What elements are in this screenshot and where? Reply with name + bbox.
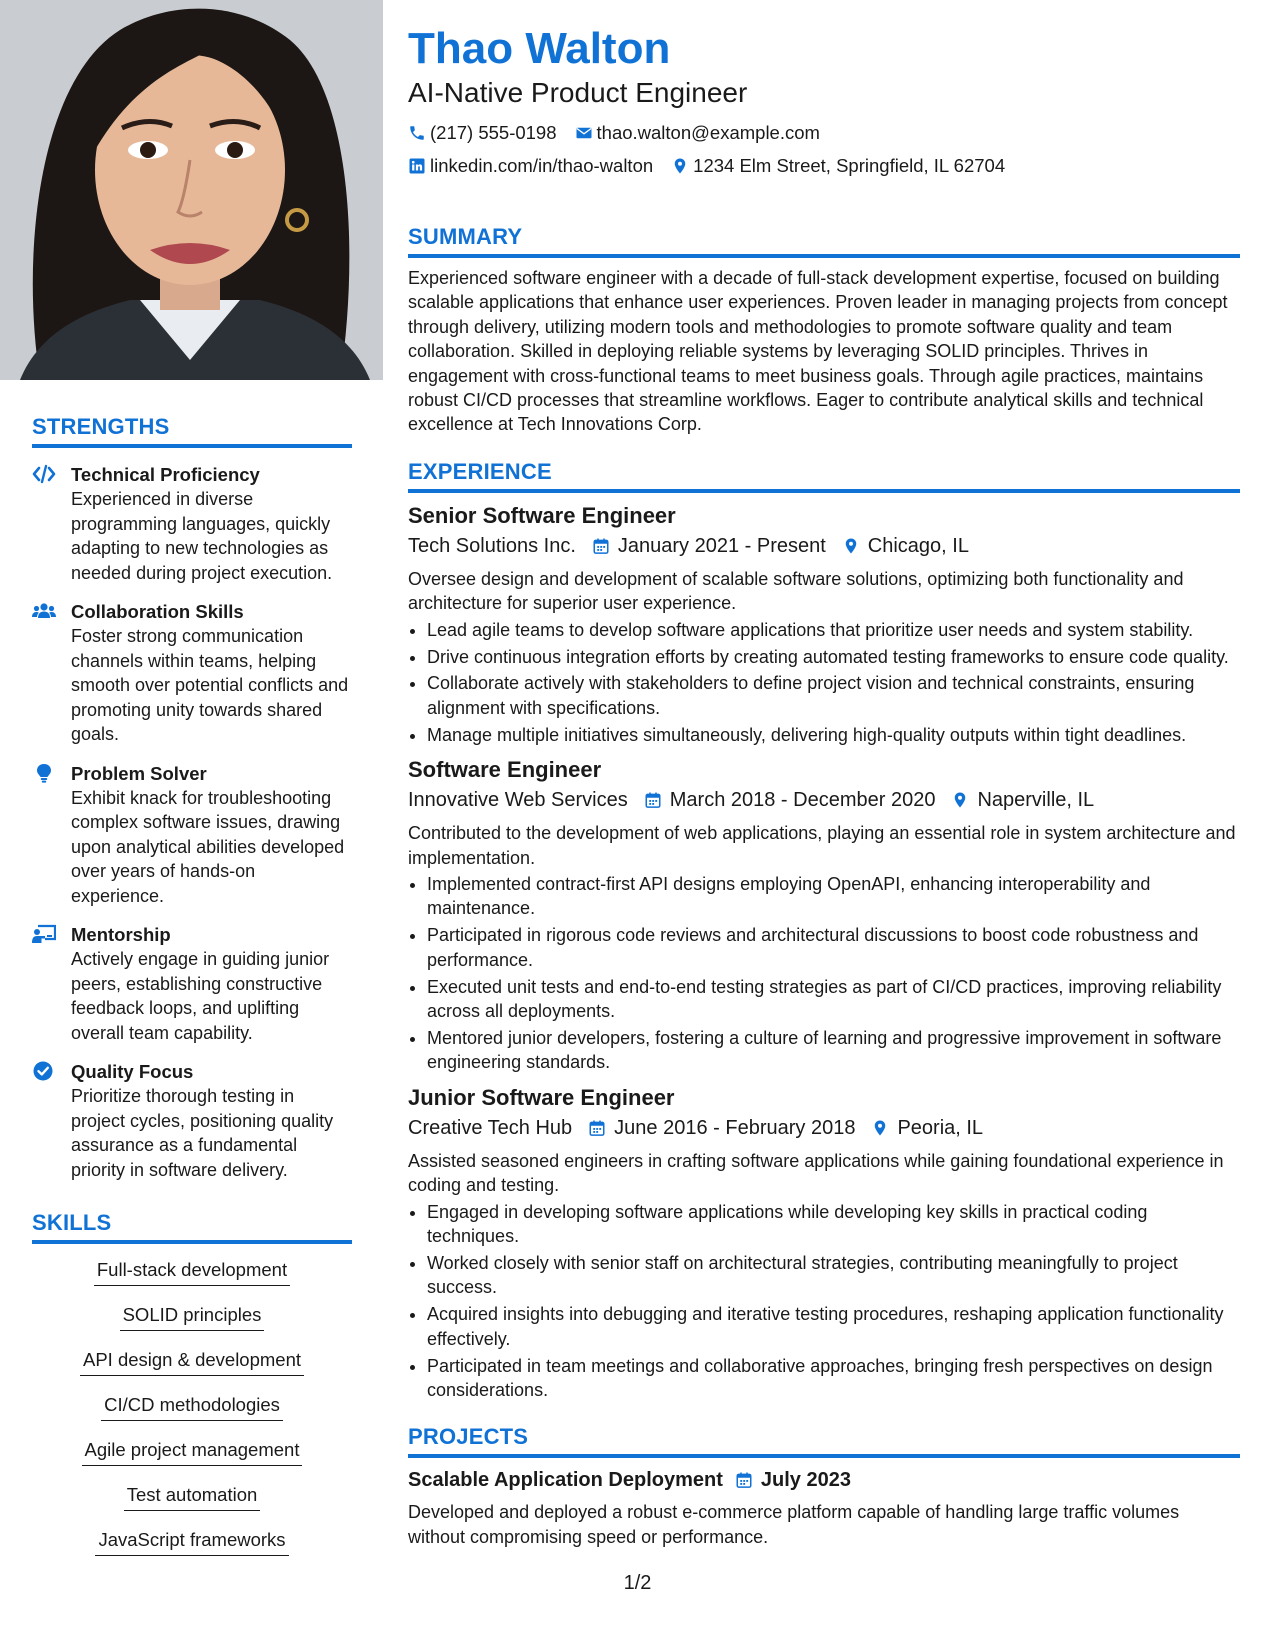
- profile-photo: [0, 0, 383, 380]
- calendar-icon: [592, 537, 610, 555]
- candidate-name: Thao Walton: [408, 24, 671, 73]
- strength-title: Technical Proficiency: [71, 464, 260, 485]
- job-bullet: • Acquired insights into debugging and iterative testing procedures, reshaping application functionality effectively.: [427, 1302, 1240, 1351]
- strength-description: Exhibit knack for troubleshooting complex software issues, drawing upon analytical abilities developed over years of hands-on experience.: [71, 787, 345, 906]
- strength-title: Mentorship: [71, 924, 171, 945]
- portrait-illustration: [0, 0, 383, 380]
- job-entry: [408, 755, 1240, 1075]
- job-meta: [408, 531, 1240, 561]
- job-location: Chicago, IL: [867, 534, 969, 557]
- skill-item: [32, 1483, 352, 1528]
- strength-item: [32, 462, 352, 585]
- job-bullet: • Collaborate actively with stakeholders to define project vision and technical constraints, ensuring alignment with specifications.: [427, 671, 1240, 720]
- skill-list: [32, 1258, 352, 1573]
- check-circle-icon: [32, 1061, 56, 1081]
- skills-title: SKILLS: [32, 1210, 352, 1244]
- job-bullets: [408, 1200, 1240, 1403]
- strength-title: Collaboration Skills: [71, 601, 244, 622]
- skill-item: [32, 1258, 352, 1303]
- job-company: Innovative Web Services: [408, 789, 628, 812]
- job-description: Assisted seasoned engineers in crafting software applications while gaining foundational experience in coding and testing.: [408, 1150, 1224, 1196]
- strength-item: [32, 922, 352, 1045]
- job-bullet: • Executed unit tests and end-to-end testing strategies as part of CI/CD practices, improving reliability across all deployments.: [427, 975, 1240, 1024]
- summary-section: [408, 224, 1240, 437]
- project-description: Developed and deployed a robust e-commerce platform capable of handling large traffic volumes without compromising speed or performance.: [408, 1502, 1180, 1547]
- job-meta: [408, 1113, 1240, 1143]
- job-bullet: • Manage multiple initiatives simultaneously, delivering high-quality outputs within tight deadlines.: [427, 723, 1240, 747]
- job-dates: June 2016 - February 2018: [614, 1116, 856, 1139]
- email-address: thao.walton@example.com: [596, 121, 820, 143]
- job-dates: March 2018 - December 2020: [669, 789, 936, 812]
- envelope-icon: [575, 124, 593, 142]
- skill-label: JavaScript frameworks: [95, 1528, 288, 1556]
- left-column: [0, 0, 383, 1650]
- project-header: [408, 1466, 1240, 1494]
- strength-description: Prioritize thorough testing in project cycles, positioning quality assurance as a fundamental priority in software delivery.: [71, 1086, 334, 1180]
- job-bullet: • Lead agile teams to develop software applications that prioritize user needs and system stability.: [427, 618, 1240, 642]
- summary-title: SUMMARY: [408, 224, 1240, 258]
- job-description: Contributed to the development of web applications, playing an essential role in system architecture and implementation.: [408, 823, 1236, 868]
- page-number: 1/2: [623, 1572, 652, 1594]
- job-company: Tech Solutions Inc.: [408, 534, 576, 557]
- strength-title: Problem Solver: [71, 762, 207, 784]
- skill-label: SOLID principles: [120, 1303, 265, 1331]
- lightbulb-icon: [32, 763, 56, 783]
- job-title: Senior Software Engineer: [408, 502, 676, 528]
- job-entry: [408, 1083, 1240, 1403]
- skill-label: CI/CD methodologies: [101, 1393, 283, 1421]
- map-marker-icon: [871, 1119, 889, 1137]
- phone-item[interactable]: [408, 120, 557, 146]
- job-location: Naperville, IL: [977, 789, 1095, 812]
- skill-item: [32, 1348, 352, 1393]
- project-date: July 2023: [760, 1469, 851, 1492]
- skill-label: API design & development: [80, 1348, 304, 1376]
- street-address: 1234 Elm Street, Springfield, IL 62704: [693, 154, 1006, 176]
- linkedin-icon: [408, 157, 426, 175]
- job-bullets: [408, 618, 1240, 748]
- calendar-icon: [735, 1471, 753, 1489]
- job-entry: [408, 501, 1240, 747]
- projects-section: [408, 1424, 1240, 1549]
- job-bullet: • Participated in team meetings and collaborative approaches, bringing fresh perspectives on design considerations.: [427, 1354, 1240, 1403]
- skill-label: Test automation: [124, 1483, 261, 1511]
- skill-item: [32, 1438, 352, 1483]
- linkedin-item[interactable]: [408, 153, 653, 179]
- calendar-icon: [644, 791, 662, 809]
- strength-item: [32, 761, 352, 909]
- phone-number: (217) 555-0198: [430, 121, 557, 143]
- code-icon: [32, 464, 56, 484]
- address-item: [671, 153, 1005, 179]
- job-meta: [408, 785, 1240, 815]
- strength-description: Actively engage in guiding junior peers, establishing constructive feedback loops, and uplifting overall team capability.: [71, 949, 330, 1043]
- calendar-icon: [588, 1119, 606, 1137]
- skills-section: [32, 1210, 352, 1573]
- job-bullet: • Participated in rigorous code reviews and architectural discussions to boost code robustness and performance.: [427, 923, 1240, 972]
- map-marker-icon: [671, 157, 689, 175]
- contact-info: [408, 116, 1240, 182]
- job-location: Peoria, IL: [897, 1116, 984, 1139]
- job-bullet: • Engaged in developing software applications while developing key skills in practical coding techniques.: [427, 1200, 1240, 1249]
- skill-item: [32, 1393, 352, 1438]
- job-description: Oversee design and development of scalable software solutions, optimizing both functionality and architecture for superior user experience.: [408, 568, 1184, 614]
- right-column: [408, 22, 1240, 1549]
- chalkboard-teacher-icon: [32, 924, 56, 944]
- project-title: Scalable Application Deployment: [408, 1469, 723, 1492]
- job-bullet: • Mentored junior developers, fostering a culture of learning and progressive improvement in software engineering standards.: [427, 1026, 1240, 1075]
- map-marker-icon: [951, 791, 969, 809]
- strength-item: [32, 599, 352, 747]
- job-bullet: • Drive continuous integration efforts by creating automated testing frameworks to ensure code quality.: [427, 645, 1240, 669]
- strength-title: Quality Focus: [71, 1061, 194, 1082]
- job-company: Creative Tech Hub: [408, 1116, 573, 1139]
- contact-row: [408, 116, 1240, 149]
- strength-description: Experienced in diverse programming languages, quickly adapting to new technologies as needed during project execution.: [71, 489, 333, 583]
- phone-icon: [408, 124, 426, 142]
- job-bullets: [408, 872, 1240, 1075]
- skill-label: Agile project management: [82, 1438, 303, 1466]
- strengths-title: STRENGTHS: [32, 414, 352, 448]
- skill-item: [32, 1303, 352, 1348]
- strength-description: Foster strong communication channels within teams, helping smooth over potential conflicts and promoting unity towards shared goals.: [71, 626, 349, 744]
- contact-row: [408, 149, 1240, 182]
- job-bullet: • Worked closely with senior staff on architectural strategies, contributing meaningfully to project success.: [427, 1251, 1240, 1300]
- projects-title: PROJECTS: [408, 1424, 1240, 1458]
- summary-text: Experienced software engineer with a decade of full-stack development expertise, focused on building scalable applications that enhance user experiences. Proven leader in managing projects from concept through delivery, utilizing modern tools and methodologies to promote software quality and team collaboration. Skilled in deploying reliable systems by leveraging SOLID principles. Thrives in engagement with cross-functional teams to meet business goals. Through agile practices, maintains robust CI/CD processes that streamline workflows. Eager to contribute analytical skills and technical excellence at Tech Innovations Corp.: [408, 268, 1228, 435]
- job-title: Software Engineer: [408, 757, 602, 783]
- strengths-section: [32, 414, 352, 1182]
- strength-item: [32, 1059, 352, 1182]
- users-icon: [32, 601, 56, 621]
- job-bullet: • Implemented contract-first API designs employing OpenAPI, enhancing interoperability and maintenance.: [427, 872, 1240, 921]
- email-item[interactable]: [575, 120, 820, 146]
- linkedin-url: linkedin.com/in/thao-walton: [430, 154, 654, 176]
- candidate-role: AI-Native Product Engineer: [408, 77, 748, 108]
- skill-label: Full-stack development: [94, 1258, 290, 1286]
- experience-section: [408, 459, 1240, 1402]
- map-marker-icon: [842, 537, 860, 555]
- job-dates: January 2021 - Present: [617, 534, 826, 557]
- job-title: Junior Software Engineer: [408, 1084, 675, 1110]
- experience-title: EXPERIENCE: [408, 459, 1240, 493]
- skill-item: [32, 1528, 352, 1573]
